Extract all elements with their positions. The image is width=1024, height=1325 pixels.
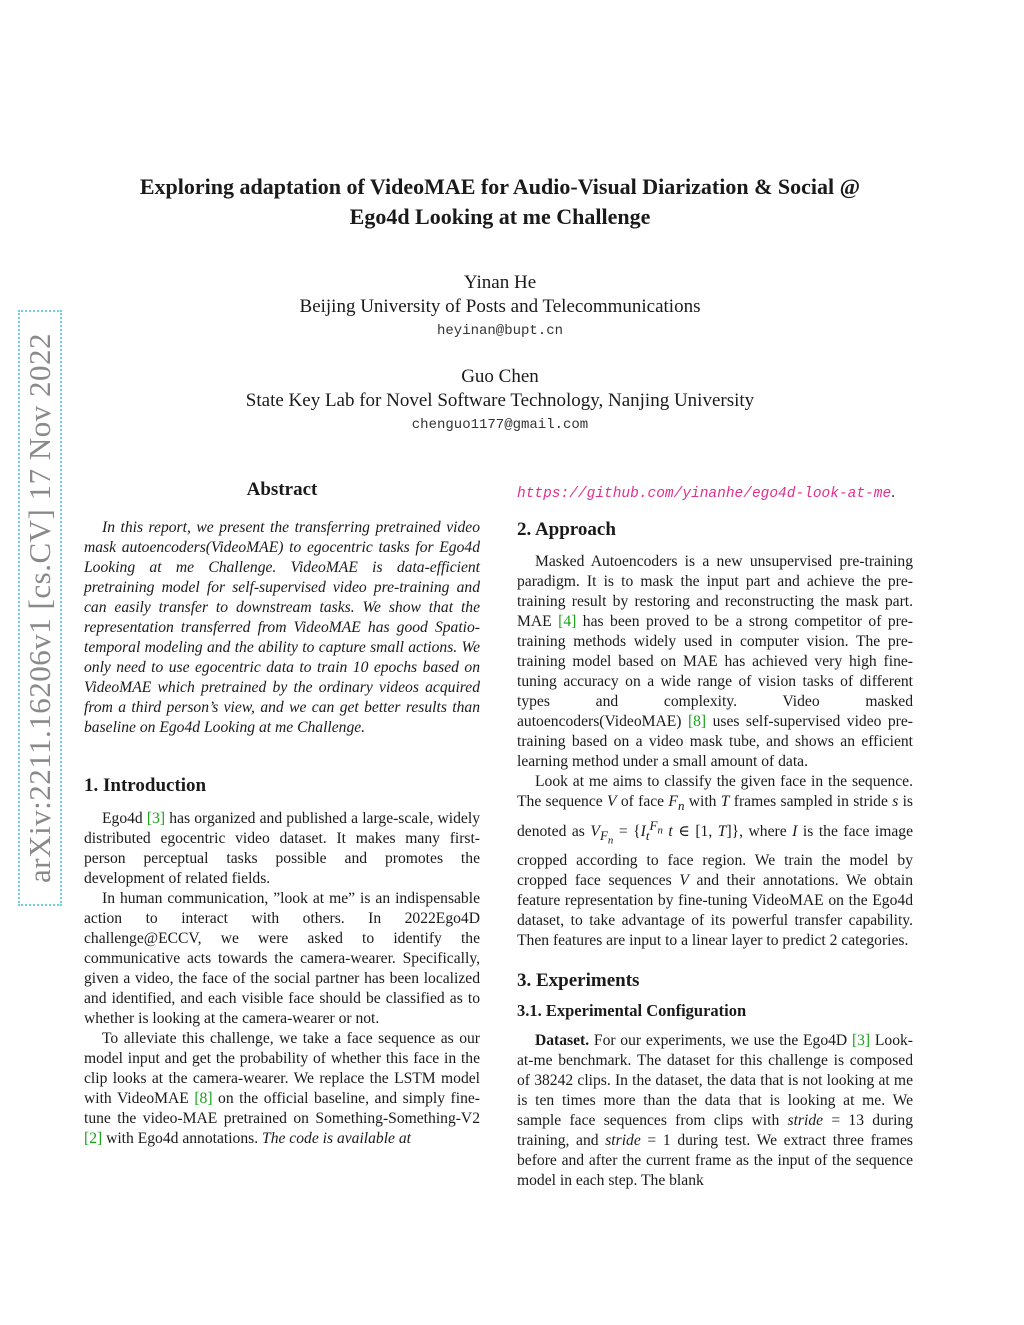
approach-heading: 2. Approach [517,519,616,540]
author-affiliation: State Key Lab for Novel Software Technology, Nanjing University [245,390,755,411]
intro-heading: 1. Introduction [84,775,207,796]
citation[interactable]: [8] [194,1090,213,1107]
citation[interactable]: [3] [851,1032,871,1049]
abstract-heading: Abstract [246,479,318,500]
intro-paragraph-1: Ego4d [3] has organized and published a large-scale, widely distributed egocentric video dataset. It makes many first-person perceptual tasks possible and promotes the development of related fields. [84,810,480,887]
right-column [517,483,913,1191]
author-name: Guo Chen [461,366,539,387]
title-line-1: Exploring adaptation of VideoMAE for Audio-Visual Diarization & Social @ [139,174,861,199]
abstract-text: In this report, we present the transferring pretrained video mask autoencoders(VideoMAE) to egocentric tasks for Ego4d Looking at me Challenge. VideoMAE is data-efficient pretraining model for self-supervised video pre-training and can easily transfer to downstream tasks. We show that the representation transferred from VideoMAE has good Spatio-temporal modeling and the ability to capture small actions. We only need to use egocentric data to train 10 epochs based on VideoMAE which pretrained by the ordinary videos acquired from a third person’s view, and we can get better results than baseline on Ego4d Looking at me Challenge. [84,519,480,736]
intro-paragraph-3: To alleviate this challenge, we take a face sequence as our model input and get the probability of whether this face in the clip looks at the camera-wearer. We replace the LSTM model with VideoMAE [8] on the official baseline, and simply fine-tune the video-MAE pretrained on Something-Something-V2 [2] with Ego4d annotations. The code is available at [84,1030,480,1147]
author-email[interactable]: chenguo1177@gmail.com [411,417,589,433]
author-block-2 [80,365,920,437]
author-name: Yinan He [463,272,537,293]
left-column [84,480,480,1149]
arxiv-id: arXiv:2211.16206v1 [cs.CV] 17 Nov 2022 [22,333,57,883]
citation[interactable]: [8] [687,713,707,730]
arxiv-stamp [18,310,62,906]
author-affiliation: Beijing University of Posts and Telecommunications [299,296,701,317]
approach-paragraph-2: Look at me aims to classify the given face in the sequence. The sequence V of face $F_n$ with T frames sampled in stride s is denoted as $V_{F_n} = \{I_t^{F_n}$ t ∈ [1, T]}, where I is the face image cropped according to face region. We train the model by cropped face sequences V and their annotations. We obtain feature representation by fine-tuning VideoMAE on the Ego4d dataset, to take advantage of its powerful transfer capability. Then features are input to a linear layer to predict 2 categories. [517,773,913,949]
citation[interactable]: [2] [84,1130,103,1147]
code-link-line: https://github.com/yinanhe/ego4d-look-at-me. [517,484,896,502]
citation[interactable]: [3] [146,810,166,827]
author-email[interactable]: heyinan@bupt.cn [436,323,564,339]
experiments-paragraph-1: Dataset. For our experiments, we use the Ego4D [3] Look-at-me benchmark. The dataset for this challenge is composed of 38242 clips. In the dataset, the data that is not looking at me is ten times more than the data that is looking at me. We sample face sequences from clips with stride = 13 during training, and stride = 1 during test. We extract three frames before and after the current frame as the input of the sequence model in each step. The blank [517,1032,914,1189]
author-block-1 [80,271,920,343]
intro-paragraph-2: In human communication, ”look at me” is an indispensable action to interact with others. In 2022Ego4D challenge@ECCV, we were asked to identify the communicative acts towards the camera-wearer. Specifically, given a video, the face of the social partner has been localized and identified, and each visible face should be classified as to whether is looking at the camera-wearer or not. [84,890,480,1027]
approach-paragraph-1: Masked Autoencoders is a new unsupervised pre-training paradigm. It is to mask the input part and achieve the pre-training result by restoring and reconstructing the mask part. MAE [4] has been proved to be a strong competitor of pre-training methods widely used in computer vision. The pre-training model based on MAE has achieved very high fine-tuning accuracy on a wide range of vision tasks of different types and complexity. Video masked autoencoders(VideoMAE) [8] uses self-supervised video pre-training based on a video mask tube, and shows an efficient learning method under a small amount of data. [517,553,913,770]
citation[interactable]: [4] [558,613,577,630]
code-link[interactable]: https://github.com/yinanhe/ego4d-look-at-me [517,486,892,502]
paper-title [80,172,920,232]
experiments-subheading: 3.1. Experimental Configuration [517,1001,747,1020]
experiments-heading: 3. Experiments [517,970,640,991]
title-line-2: Ego4d Looking at me Challenge [349,204,651,229]
